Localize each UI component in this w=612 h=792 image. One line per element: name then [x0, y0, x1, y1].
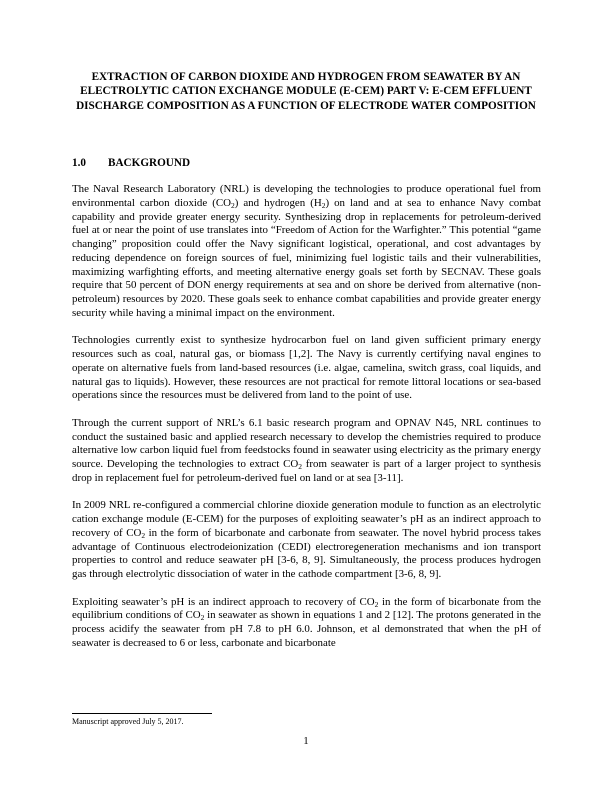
- paragraph-3: Through the current support of NRL’s 6.1 basic research program and OPNAV N45, NRL continues to conduct the sustained basic and applied research necessary to develop the chemistries required to produce alternative low carbon liquid fuel from feedstocks found in seawater using electricity as the primary energy source. Developing the technologies to extract $CO_2$ from seawater is part of a larger project to synthesis drop in replacement fuel for petroleum-derived fuel on land or at sea [3-11].: [72, 416, 541, 484]
- paragraph-5: Exploiting seawater’s pH is an indirect approach to recovery of $CO_2$ in the form of bicarbonate from the equilibrium conditions of $CO_2$ in seawater as shown in equations 1 and 2 [12]. The protons generated in the process acidify the seawater from pH 7.8 to pH 6.0. Johnson, et al demonstrated that when the pH of seawater is decreased to 6 or less, carbonate and bicarbonate: [72, 595, 541, 649]
- paragraph-1: The Naval Research Laboratory (NRL) is developing the technologies to produce operational fuel from environmental carbon dioxide $(CO_2)$ and hydrogen $(H_2)$ on land and at sea to enhance Navy combat capability and provide greater energy security. Synthesizing drop in replacements for petroleum-derived fuel at or near the point of use translates into “Freedom of Action for the Warfighter.” This potential “game changing” proposition could offer the Navy significant logistical, operational, and cost advantages by reducing dependence on foreign sources of fuel, minimizing fuel logistic tails and their vulnerabilities, maximizing warfighting efforts, and meeting alternative energy goals set forth by SECNAV. These goals require that 50 percent of DON energy requirements at sea and on shore be derived from alternative (non-petroleum) resources by 2020. These goals seek to enhance combat capabilities and provide greater energy security while having a minimal impact on the environment.: [72, 183, 541, 319]
- section-heading: [72, 156, 542, 170]
- footnote: Manuscript approved July 5, 2017.: [72, 717, 184, 726]
- page-number: 1: [303, 735, 309, 747]
- paragraph-4: In 2009 NRL re-configured a commercial chlorine dioxide generation module to function as an electrolytic cation exchange module (E-CEM) for the purposes of exploiting seawater’s pH as an indirect approach to recovery of $CO_2$ in the form of bicarbonate and carbonate from seawater. The novel hybrid process takes advantage of Continuous electrodeionization (CEDI) electroregeneration mechanisms and ion transport properties to control and reduce seawater pH [3-6, 8, 9]. Simultaneously, the process produces hydrogen gas through electrolytic dissociation of water in the cathode compartment [3-6, 8, 9].: [72, 499, 541, 580]
- section-number: 1.0: [72, 157, 86, 169]
- footnote-divider: [72, 713, 212, 714]
- document-title: EXTRACTION OF CARBON DIOXIDE AND HYDROGEN FROM SEAWATER BY AN ELECTROLYTIC CATION EXCHANGE MODULE (E-CEM) PART V: E-CEM EFFLUENT DISCHARGE COMPOSITION AS A FUNCTION OF ELECTRODE WATER COMPOSITION: [76, 71, 536, 112]
- body-text: [72, 183, 541, 664]
- paragraph-2: Technologies currently exist to synthesize hydrocarbon fuel on land given sufficient primary energy resources such as coal, natural gas, or biomass [1,2]. The Navy is currently certifying naval engines to operate on alternative fuels from land-based resources (i.e. algae, camelina, switch grass, coal liquids, and natural gas to liquids). However, these resources are not practical for remote littoral locations or sea-based operations since the resources must be delivered from land to the point of use.: [72, 334, 541, 402]
- section-title: BACKGROUND: [108, 157, 191, 169]
